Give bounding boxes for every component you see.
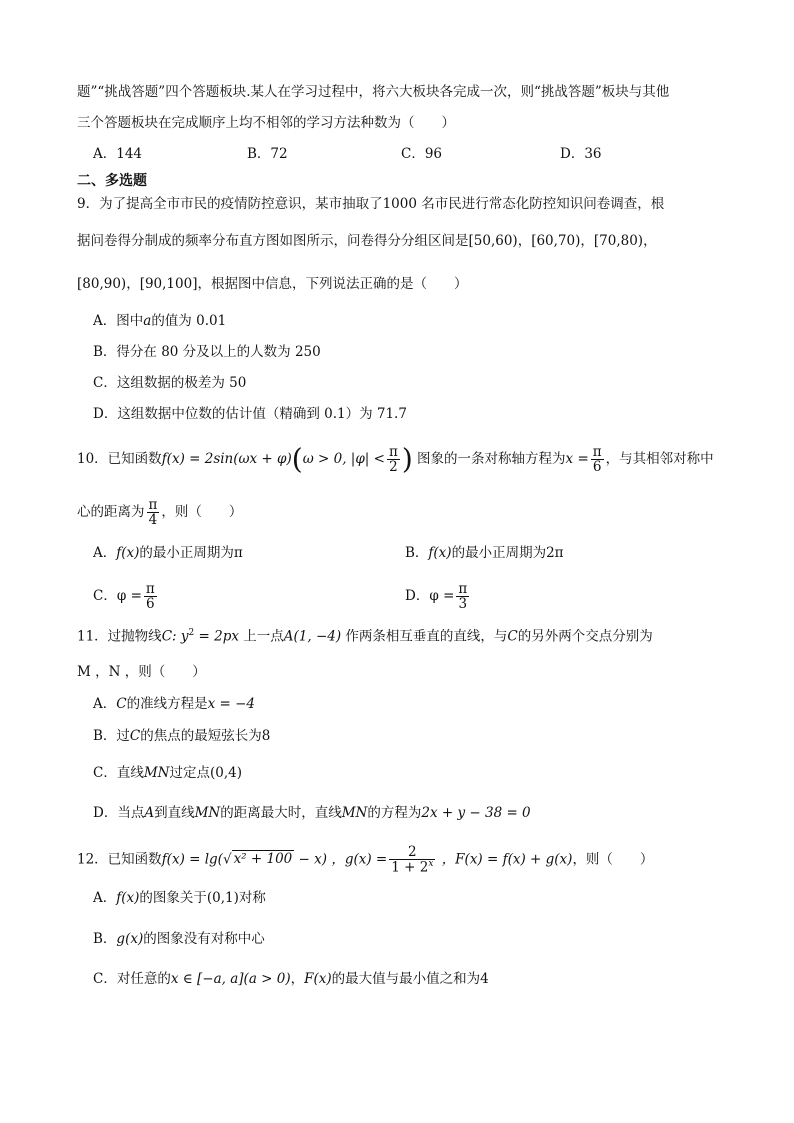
- q11-option-a: A．C的准线方程是x = −4: [93, 696, 256, 712]
- q10-line-2: [77, 498, 242, 527]
- q9-line-3-text: ，根据图中信息，下列说法正确的是（ ）: [197, 276, 468, 292]
- q8-option-c: C．96: [401, 146, 443, 162]
- q10-mid-text: 图象的一条对称轴方程为: [417, 451, 566, 468]
- q9-interval-3: [70,80): [593, 233, 644, 249]
- q10-line-1: 10．已知函数f(x) = 2sin(ωx + φ)(ω > 0, |φ| < $\frac{\pi}{2}$ ) 图象的一条对称轴方程为x = $\frac{\pi}{6}$ ，与其相邻对称中: [77, 442, 714, 476]
- q11-option-b: B．过C的焦点的最短弦长为8: [93, 728, 271, 744]
- q9-interval-4: [80,90): [77, 276, 127, 292]
- q9-interval-2: [60,70): [531, 233, 581, 249]
- q10-option-d: D．φ = $\frac{\pi}{3}$: [405, 581, 468, 613]
- q9-option-d: D．这组数据中位数的估计值（精确到 0.1）为 71.7: [93, 406, 407, 422]
- q9-line-2-text: 据问卷得分制成的频率分布直方图如图所示，问卷得分分组区间是: [77, 233, 469, 249]
- q8-option-b: B．72: [247, 146, 288, 162]
- q9-interval-1: [50,60): [468, 233, 518, 249]
- q10-option-a: A．f(x)的最小正周期为π: [93, 545, 243, 561]
- q9-option-c: C．这组数据的极差为 50: [93, 375, 247, 391]
- q8-line-1: 题”“挑战答题”四个答题板块.某人在学习过程中，将六大板块各完成一次，则“挑战答题”板块与其他: [77, 84, 670, 100]
- q10-condition: ω > 0, |φ| <: [302, 451, 385, 468]
- q10-option-b: B．f(x)的最小正周期为2π: [405, 545, 564, 561]
- section-title: 二、多选题: [77, 173, 147, 189]
- q11-line-2: M ，N ，则（ ）: [77, 664, 206, 680]
- q9-line-3: [80,90)，[90,100]，根据图中信息，下列说法正确的是（ ）: [77, 276, 468, 292]
- q9-line-1: 9．为了提高全市市民的疫情防控意识，某市抽取了1000 名市民进行常态化防控知识问卷调查，根: [77, 196, 665, 212]
- q9-interval-5: [90,100]: [139, 276, 198, 292]
- q8-option-a: A．144: [93, 146, 143, 162]
- q10-function: f(x) = 2sin(ωx + φ): [161, 451, 292, 468]
- q11-option-c: C．直线MN过定点(0,4): [93, 765, 242, 781]
- q10-option-c: C．φ = $\frac{\pi}{6}$: [93, 581, 155, 613]
- q11-line-1: 11．过抛物线C: $y^2 = 2px$ 上一点A(1, −4) 作两条相互垂直的直线，与C的另外两个交点分别为: [77, 628, 653, 645]
- q10-frac-pi-4: $\frac{\pi}{4}$: [148, 497, 158, 529]
- q12-option-b: B．g(x)的图象没有对称中心: [93, 931, 265, 947]
- q10-tail-text: ，与其相邻对称中: [605, 451, 714, 468]
- q12-option-c: C．对任意的x ∈ [−a, a](a > 0)，F(x)的最大值与最小值之和为4: [93, 971, 489, 987]
- q9-option-b: B．得分在 80 分及以上的人数为 250: [93, 344, 321, 360]
- q10-line-2-tail: ，则（ ）: [161, 504, 243, 521]
- q10-prefix: 10．已知函数: [77, 451, 162, 468]
- q10-line-2-text: 心的距离为: [77, 504, 145, 521]
- q10-frac-pi-6: $\frac{\pi}{6}$: [592, 444, 602, 476]
- q10-x-eq: x =: [565, 451, 589, 468]
- q12-line-1: 12．已知函数f(x) = lg(√ x² + 100 − x) ，g(x) = $\frac{2}{1 + 2^x}$ ，F(x) = f(x) + g(x)，则（ ）: [77, 844, 654, 876]
- q12-option-a: A．f(x)的图象关于(0,1)对称: [93, 890, 266, 906]
- q11-option-d: D．当点A到直线MN的距离最大时，直线MN的方程为2x + y − 38 = 0: [93, 805, 531, 821]
- q9-line-2: 据问卷得分制成的频率分布直方图如图所示，问卷得分分组区间是[50,60)，[60,70)，[70,80)，: [77, 233, 657, 249]
- q9-option-a: [93, 313, 226, 329]
- q9-option-a-prefix: A．图中: [93, 313, 144, 329]
- q10-frac-pi-2: $\frac{\pi}{2}$: [388, 444, 398, 476]
- q8-line-2: 三个答题板块在完成顺序上均不相邻的学习方法种数为（ ）: [77, 115, 455, 131]
- q9-option-a-text: 的值为 0.01: [151, 313, 227, 329]
- q9-var-a: a: [143, 313, 152, 329]
- q8-option-d: D．36: [560, 146, 602, 162]
